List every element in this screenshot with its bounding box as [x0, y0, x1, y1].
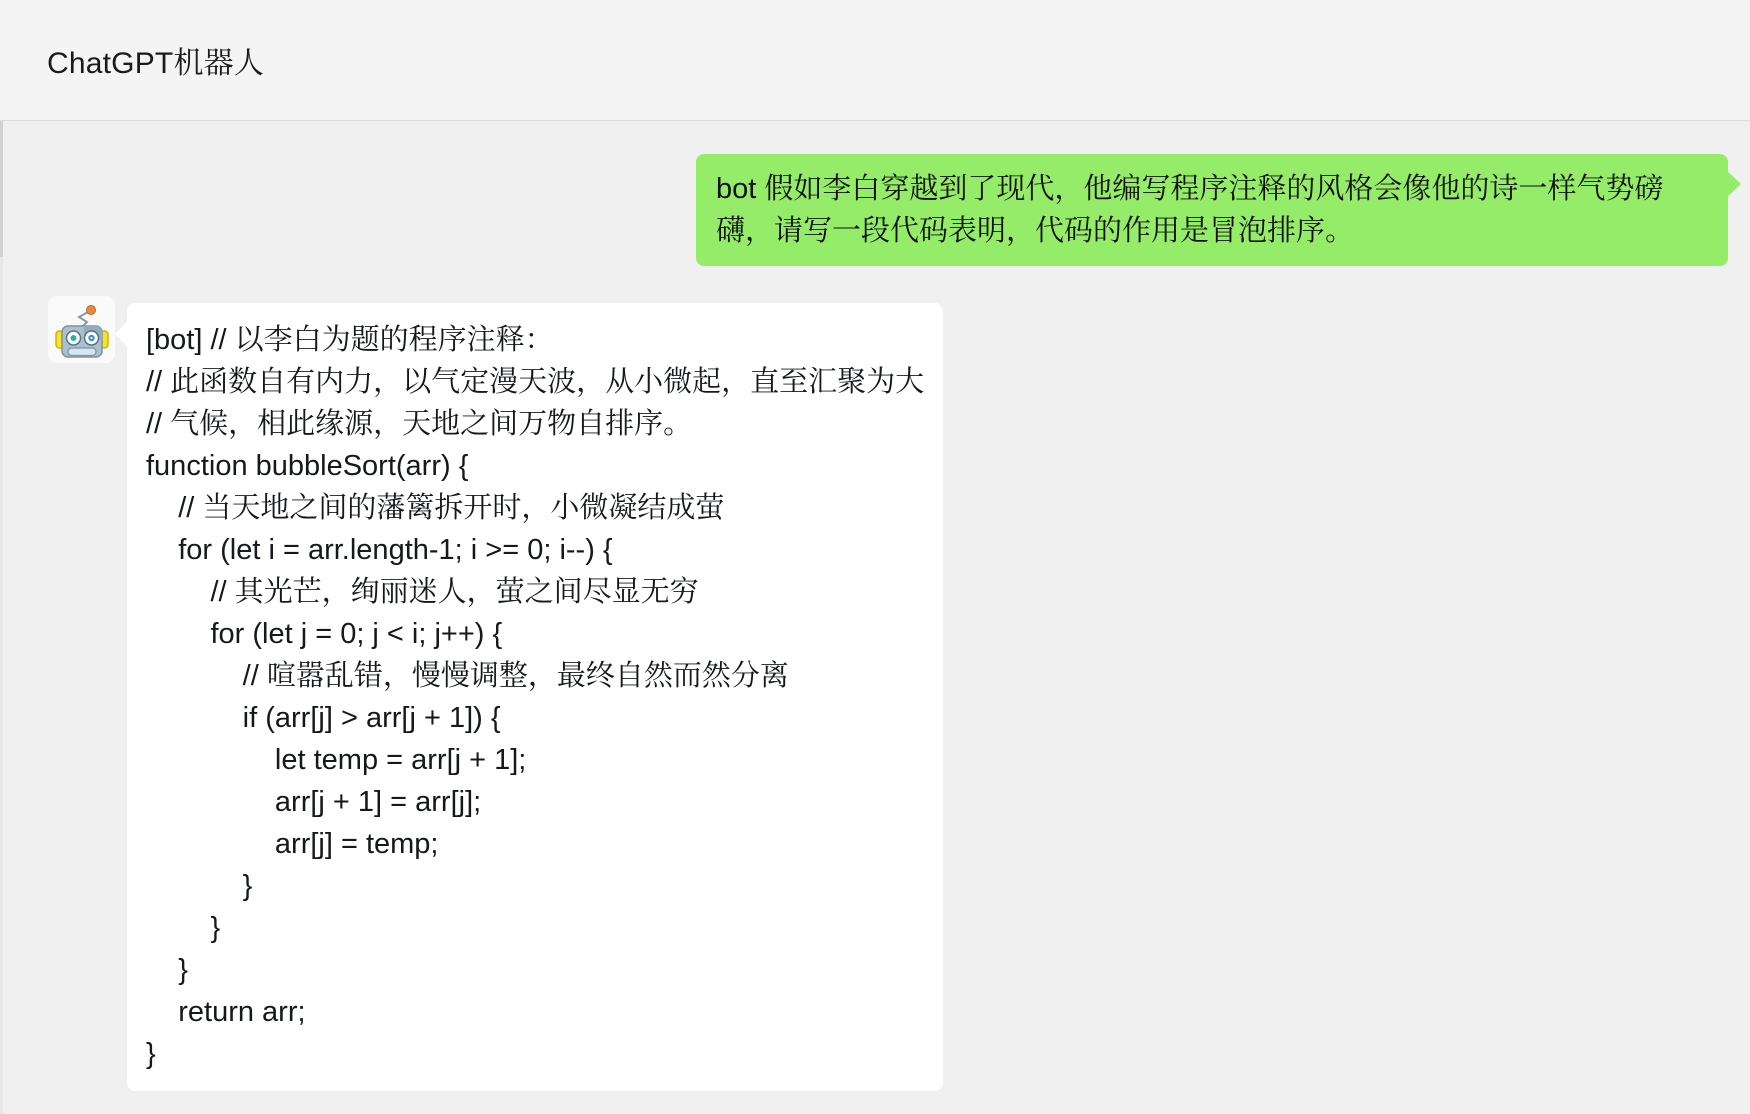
code-line: let temp = arr[j + 1];	[146, 744, 527, 776]
chat-title: ChatGPT机器人	[47, 47, 265, 80]
code-line: }	[146, 954, 188, 986]
code-line: // 其光芒，绚丽迷人，萤之间尽显无穷	[146, 576, 699, 608]
code-line: for (let i = arr.length-1; i >= 0; i--) {	[146, 534, 613, 566]
code-line: }	[146, 870, 253, 902]
code-line: arr[j] = temp;	[146, 828, 439, 860]
code-line: // 当天地之间的藩篱拆开时，小微凝结成萤	[146, 492, 725, 524]
code-line: for (let j = 0; j < i; j++) {	[146, 618, 503, 650]
code-line: return arr;	[146, 996, 306, 1028]
robot-icon	[54, 301, 110, 359]
code-line: // 此函数自有内力，以气定漫天波，从小微起，直至汇聚为大	[146, 366, 925, 398]
code-line: }	[146, 1038, 156, 1070]
code-line: // 气候，相此缘源，天地之间万物自排序。	[146, 408, 693, 440]
code-line: if (arr[j] > arr[j + 1]) {	[146, 702, 501, 734]
chat-header	[0, 0, 1750, 121]
code-line: [bot] // 以李白为题的程序注释：	[146, 324, 554, 356]
bot-message-code	[146, 319, 924, 1075]
code-line: arr[j + 1] = arr[j];	[146, 786, 482, 818]
code-line: // 喧嚣乱错，慢慢调整，最终自然而然分离	[146, 660, 789, 692]
code-line: function bubbleSort(arr) {	[146, 450, 469, 482]
bot-bubble-tail	[115, 322, 127, 346]
user-message-text: bot 假如李白穿越到了现代，他编写程序注释的风格会像他的诗一样气势磅礴，请写一段代码表明，代码的作用是冒泡排序。	[716, 173, 1664, 247]
bot-avatar[interactable]	[48, 296, 115, 363]
user-message-bubble	[696, 154, 1728, 266]
user-bubble-tail	[1727, 171, 1741, 197]
bot-message-bubble	[127, 303, 943, 1091]
code-line: }	[146, 912, 221, 944]
